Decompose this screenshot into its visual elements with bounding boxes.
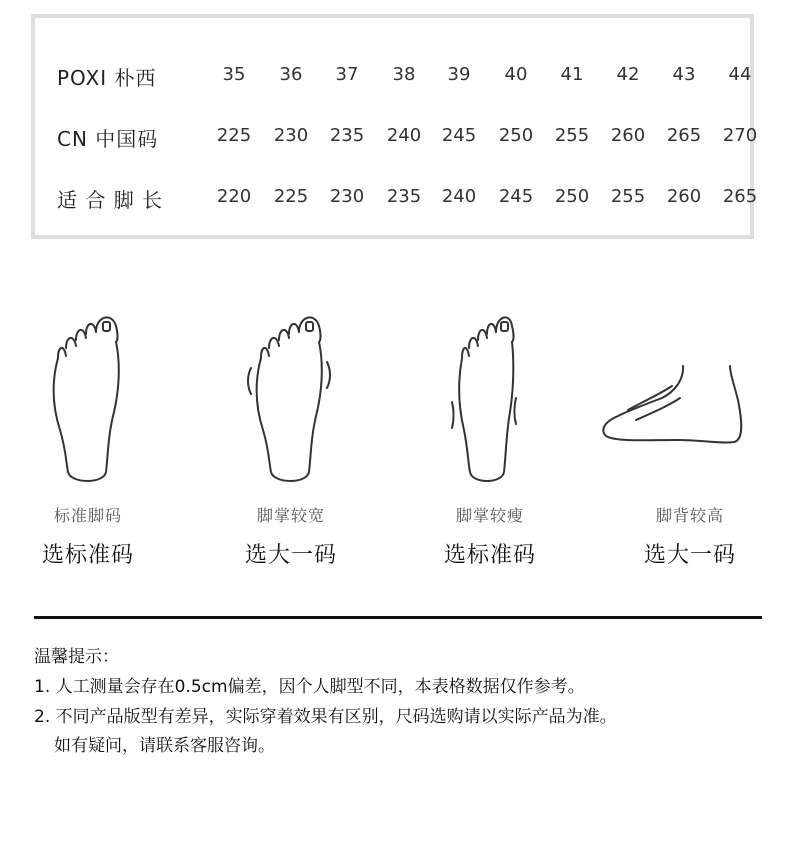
size-cell: 260 bbox=[666, 186, 702, 207]
standard-foot-icon bbox=[8, 300, 168, 490]
row-label: CN 中国码 bbox=[57, 127, 159, 151]
size-cell: 240 bbox=[386, 125, 422, 146]
size-cell: 44 bbox=[728, 64, 752, 85]
size-cell: 225 bbox=[273, 186, 309, 207]
size-row-foot-length bbox=[57, 184, 758, 214]
divider bbox=[34, 616, 762, 619]
size-cell: 37 bbox=[335, 64, 359, 85]
size-cell: 255 bbox=[610, 186, 646, 207]
size-table bbox=[31, 14, 758, 239]
size-cell: 265 bbox=[722, 186, 758, 207]
size-cell: 220 bbox=[216, 186, 252, 207]
size-cell: 255 bbox=[554, 125, 590, 146]
row-label: 适 合 脚 长 bbox=[57, 188, 164, 212]
foot-type-narrow bbox=[410, 300, 570, 580]
foot-advice: 选标准码 bbox=[443, 543, 536, 568]
size-cell: 240 bbox=[441, 186, 477, 207]
foot-caption: 脚掌较瘦 bbox=[455, 506, 524, 525]
size-cell: 40 bbox=[504, 64, 528, 85]
size-cell: 36 bbox=[279, 64, 303, 85]
size-cell: 235 bbox=[329, 125, 365, 146]
size-cell: 235 bbox=[386, 186, 422, 207]
foot-caption: 脚背较高 bbox=[655, 506, 724, 525]
tips-title: 温馨提示： bbox=[34, 647, 119, 667]
wide-foot-icon bbox=[211, 300, 371, 490]
foot-advice: 选大一码 bbox=[244, 543, 337, 568]
size-cell: 43 bbox=[672, 64, 696, 85]
tip-line-1: 1. 人工测量会存在0.5cm偏差，因个人脚型不同，本表格数据仅作参考。 bbox=[34, 677, 585, 697]
foot-type-standard bbox=[8, 300, 168, 580]
size-cell: 35 bbox=[222, 64, 246, 85]
high-instep-foot-icon bbox=[598, 300, 758, 490]
size-cell: 230 bbox=[273, 125, 309, 146]
size-cell: 39 bbox=[447, 64, 471, 85]
size-cell: 38 bbox=[392, 64, 416, 85]
size-cell: 225 bbox=[216, 125, 252, 146]
size-cell: 245 bbox=[498, 186, 534, 207]
row-label: POXI 朴西 bbox=[57, 66, 157, 90]
foot-caption: 脚掌较宽 bbox=[256, 506, 325, 525]
size-cell: 265 bbox=[666, 125, 702, 146]
size-cell: 245 bbox=[441, 125, 477, 146]
size-row-cn bbox=[57, 123, 758, 153]
size-row-poxi bbox=[57, 62, 752, 92]
foot-caption: 标准脚码 bbox=[53, 506, 122, 525]
size-cell: 41 bbox=[560, 64, 584, 85]
size-cell: 42 bbox=[616, 64, 640, 85]
tip-line-3: 如有疑问，请联系客服咨询。 bbox=[54, 736, 275, 756]
foot-advice: 选大一码 bbox=[643, 543, 736, 568]
size-cell: 250 bbox=[498, 125, 534, 146]
foot-advice: 选标准码 bbox=[41, 543, 134, 568]
size-cell: 260 bbox=[610, 125, 646, 146]
foot-type-high-instep bbox=[610, 300, 770, 580]
narrow-foot-icon bbox=[410, 300, 570, 490]
size-cell: 270 bbox=[722, 125, 758, 146]
size-cell: 250 bbox=[554, 186, 590, 207]
tip-line-2: 2. 不同产品版型有差异，实际穿着效果有区别，尺码选购请以实际产品为准。 bbox=[34, 707, 617, 727]
size-cell: 230 bbox=[329, 186, 365, 207]
foot-type-wide bbox=[211, 300, 371, 580]
